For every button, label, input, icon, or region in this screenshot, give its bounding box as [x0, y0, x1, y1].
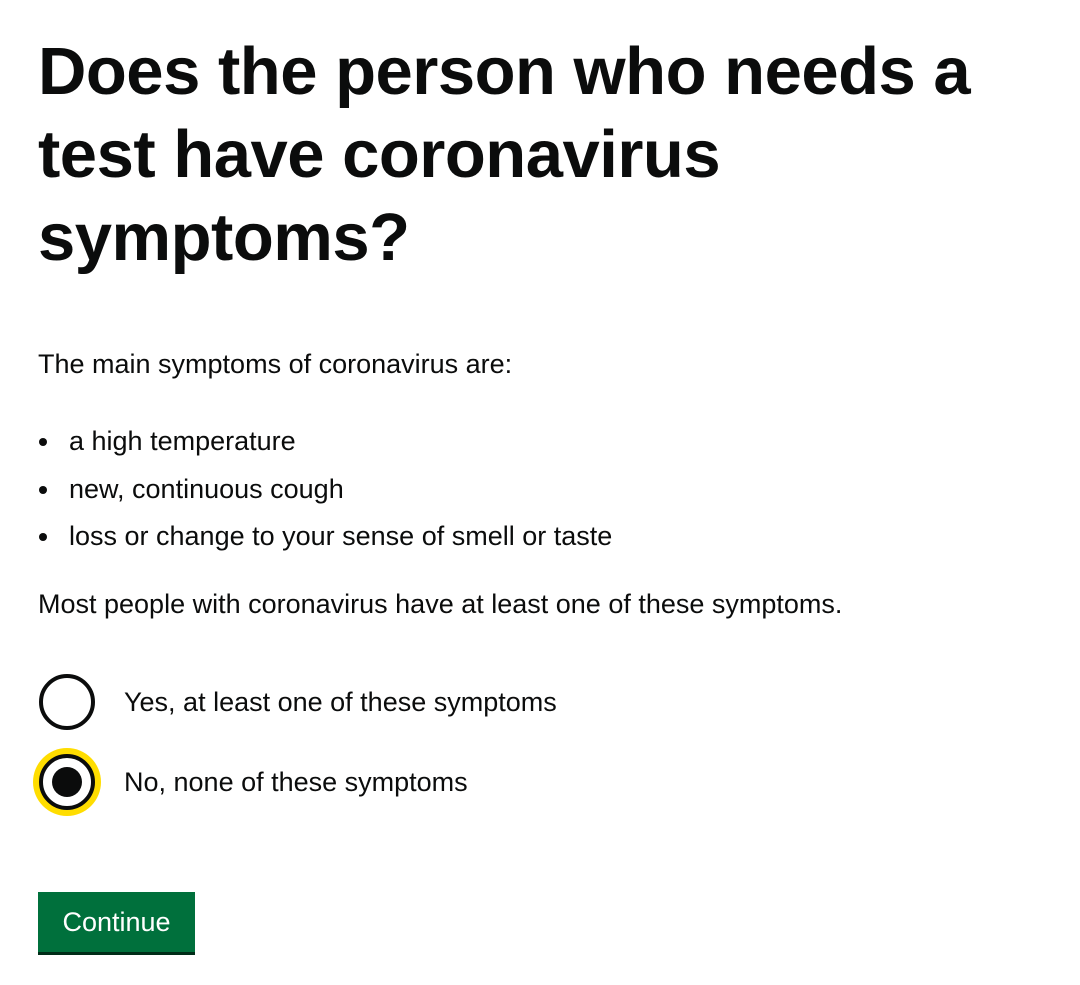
bullet-icon — [39, 438, 47, 446]
symptom-radio-group — [38, 670, 557, 814]
symptoms-summary: Most people with coronavirus have at least one of these symptoms. — [38, 589, 843, 619]
list-item — [38, 418, 612, 466]
radio-label-yes[interactable]: Yes, at least one of these symptoms — [124, 687, 557, 717]
continue-button[interactable]: Continue — [38, 892, 195, 952]
symptom-text: loss or change to your sense of smell or taste — [69, 521, 613, 551]
radio-option-yes[interactable] — [38, 670, 557, 734]
bullet-icon — [39, 533, 47, 541]
radio-button-no[interactable] — [39, 754, 95, 810]
bullet-icon — [39, 486, 47, 494]
symptom-list — [38, 418, 612, 561]
radio-button-yes[interactable] — [39, 674, 95, 730]
symptom-text: new, continuous cough — [69, 473, 344, 504]
list-item — [38, 466, 612, 514]
radio-option-no[interactable] — [38, 750, 557, 814]
page-content — [38, 0, 1048, 937]
symptoms-intro: The main symptoms of coronavirus are: — [38, 349, 513, 379]
list-item — [38, 513, 612, 561]
radio-selected-dot — [52, 767, 82, 797]
symptom-text: a high temperature — [69, 426, 296, 456]
page-title: Does the person who needs a test have coronavirus symptoms? — [38, 34, 971, 275]
radio-label-no[interactable]: No, none of these symptoms — [124, 767, 468, 797]
